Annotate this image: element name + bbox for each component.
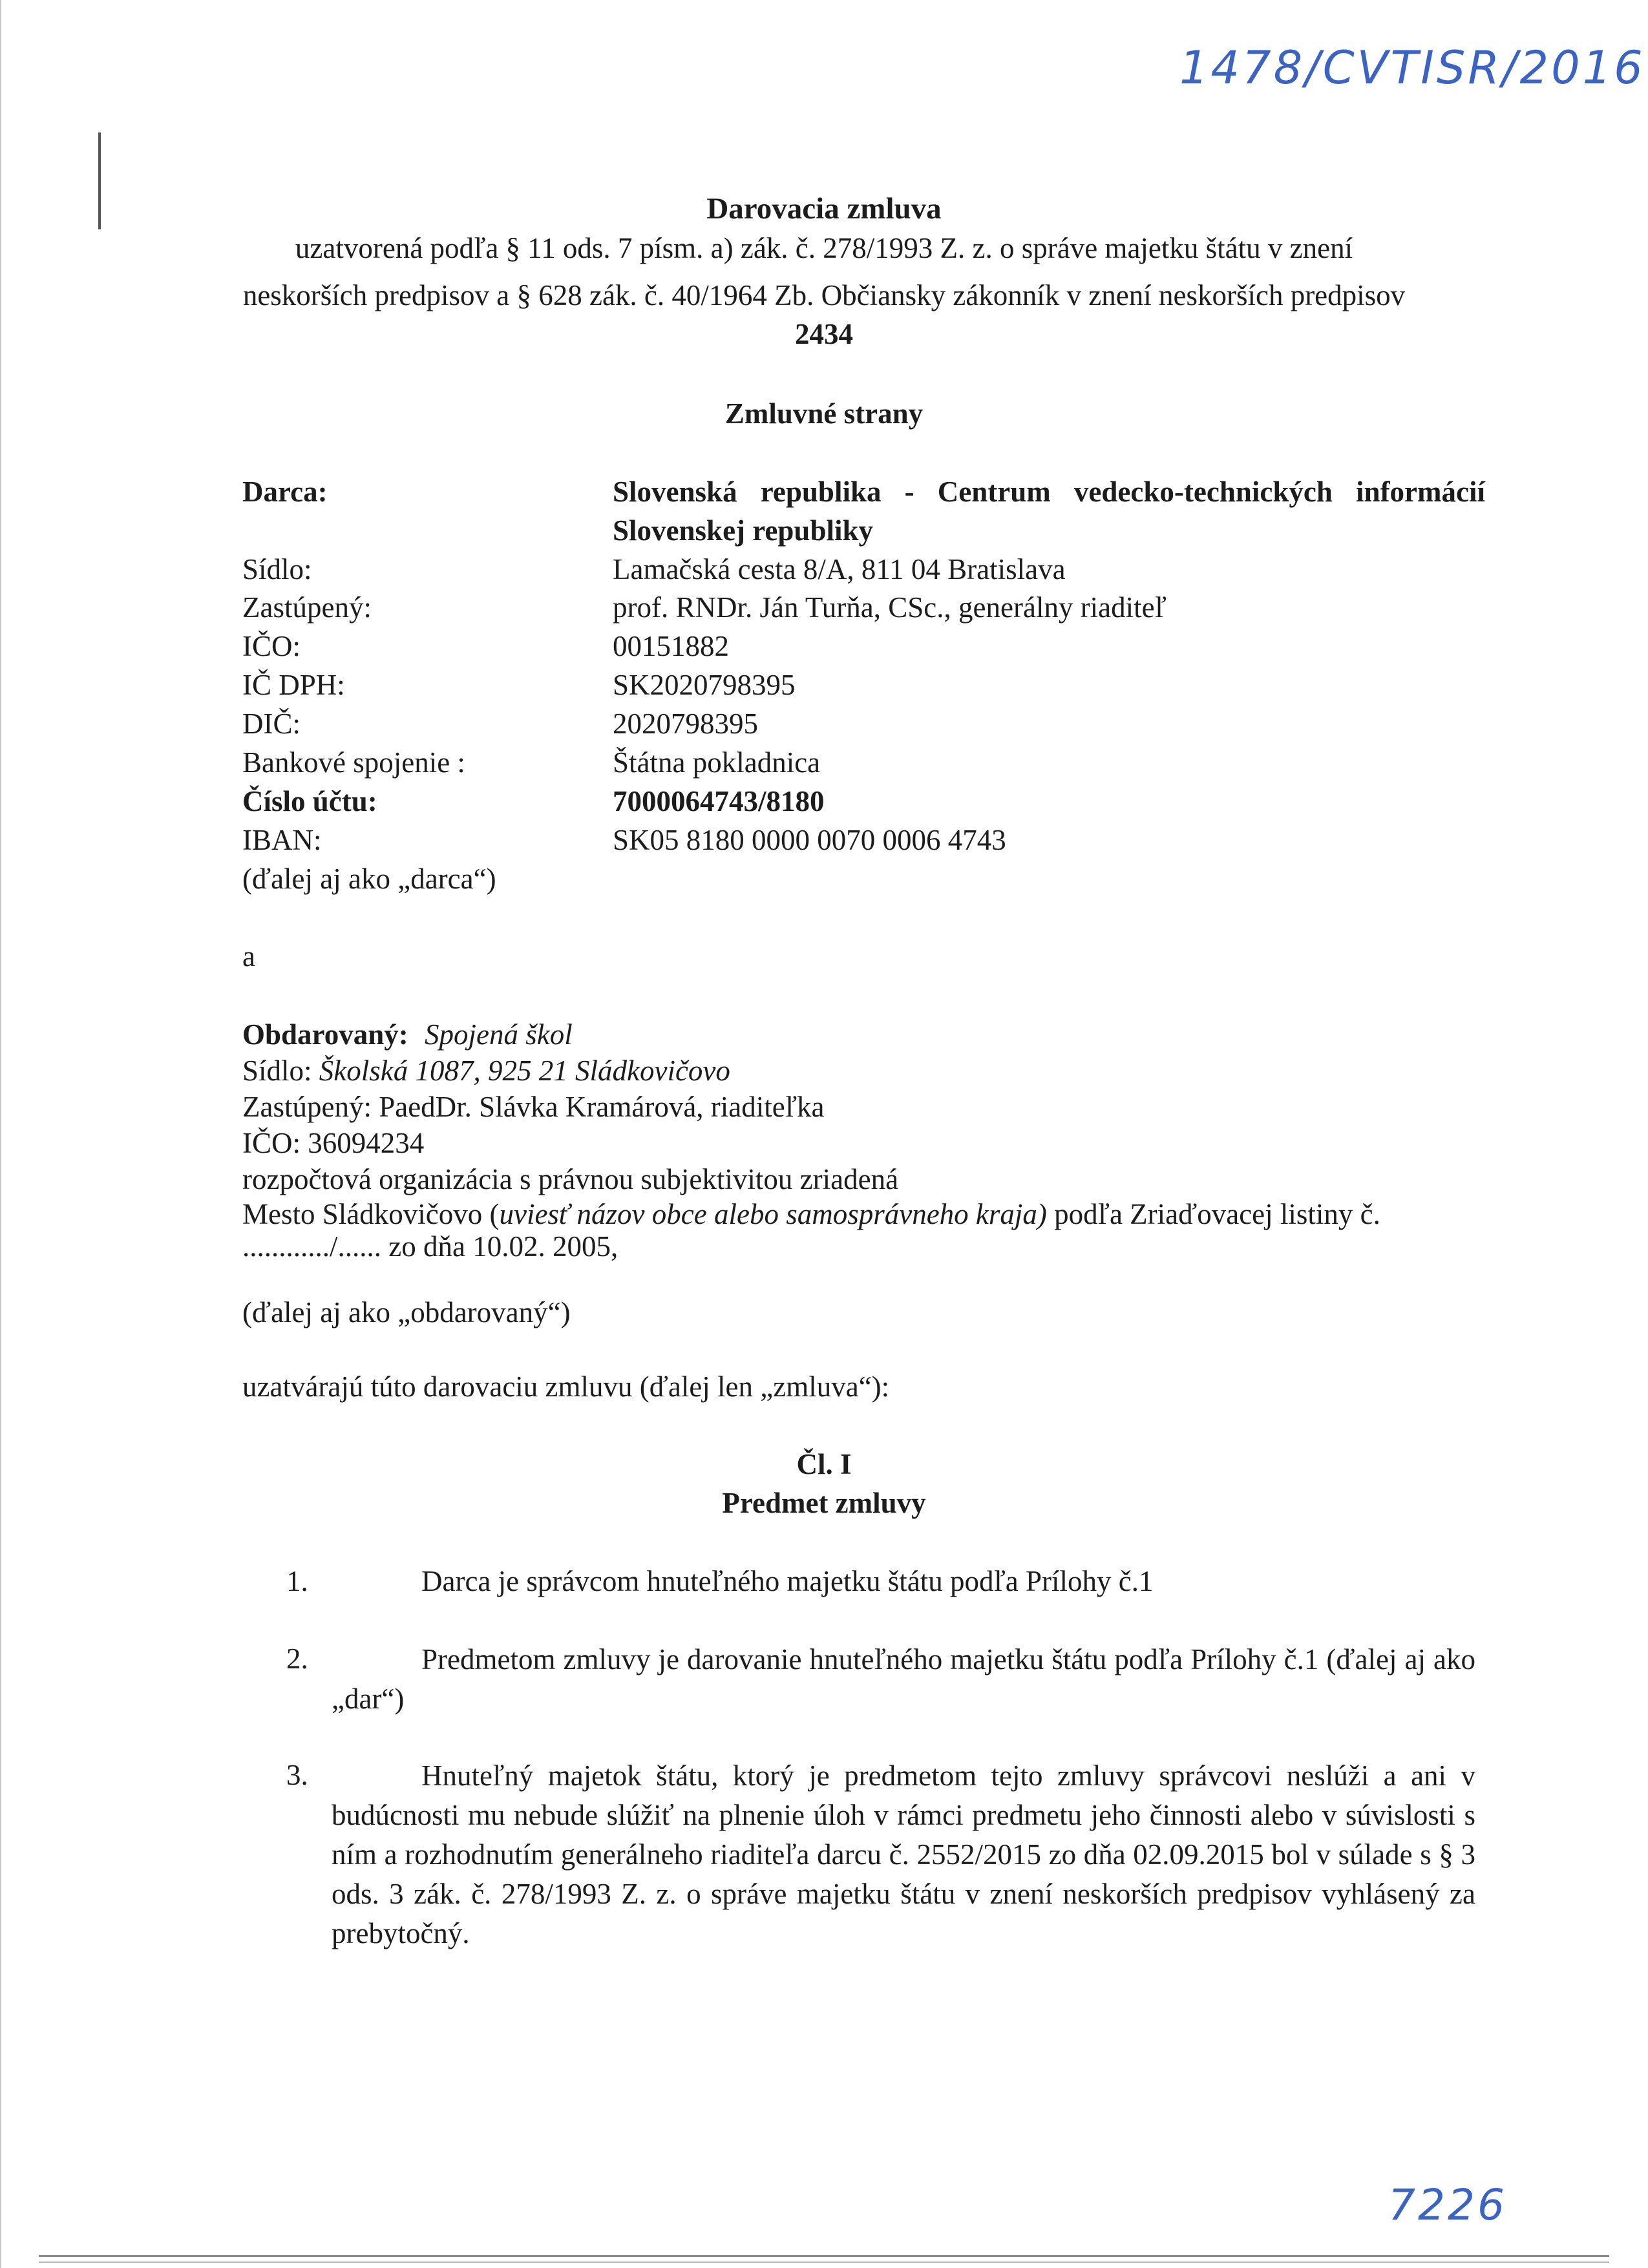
donor-vat-label: IČ DPH: <box>242 669 345 701</box>
donor-account-value: 7000064743/8180 <box>613 785 825 817</box>
donor-alias: (ďalej aj ako „darca“) <box>242 863 496 895</box>
donor-seat-label: Sídlo: <box>242 553 312 585</box>
donee-label: Obdarovaný: <box>242 1018 408 1051</box>
donor-ico-value: 00151882 <box>613 630 729 662</box>
donor-dic-value: 2020798395 <box>613 708 758 740</box>
handwritten-reference: 1478/CVTISR/2016 <box>1179 41 1645 94</box>
donor-label: Darca: <box>242 476 328 508</box>
scan-edge-bottom-2 <box>39 2262 1609 2263</box>
donor-ico-label: IČO: <box>242 630 301 662</box>
donor-seat-value: Lamačská cesta 8/A, 811 04 Bratislava <box>613 553 1066 585</box>
donor-iban-label: IBAN: <box>242 824 322 856</box>
donee-founder-note: uviesť názov obce alebo samosprávneho kraja) <box>499 1198 1047 1230</box>
article-item-3-text: Hnuteľný majetok štátu, ktorý je predmetom tejto zmluvy správcovi neslúži a ani v budúcnosti mu nebude slúžiť na plnenie úloh v rámci predmetu jeho činnosti alebo v súvislosti s ním a rozhodnutím generálneho riaditeľa darcu č. 2552/2015 zo dňa 02.09.2015 bol v súlade s § 3 ods. 3 zák. č. 278/1993 Z. z. o správe majetku štátu v znení neskorších predpisov vyhlásený za prebytočný. <box>332 1759 1475 1949</box>
donor-represented-value: prof. RNDr. Ján Turňa, CSc., generálny riaditeľ <box>613 591 1167 624</box>
article-item-1-text: Darca je správcom hnuteľného majetku štátu podľa Prílohy č.1 <box>421 1565 1154 1597</box>
donor-bank-value: Štátna pokladnica <box>613 746 821 779</box>
donee-founder-suffix: podľa Zriaďovacej listiny č. <box>1046 1198 1380 1230</box>
article-item-2-number: 2. <box>286 1643 308 1675</box>
donee-seat-label: Sídlo: <box>242 1055 312 1087</box>
donee-ico: IČO: 36094234 <box>242 1127 425 1159</box>
document-number: 2434 <box>795 318 853 350</box>
article-title: Predmet zmluvy <box>722 1487 926 1519</box>
concluding-sentence: uzatvárajú túto darovaciu zmluvu (ďalej len „zmluva“): <box>242 1370 890 1403</box>
donee-seat-line <box>242 1052 730 1090</box>
donee-seat-value: Školská 1087, 925 21 Sládkovičovo <box>319 1055 730 1087</box>
donor-iban-value: SK05 8180 0000 0070 0006 4743 <box>613 824 1006 856</box>
article-number: Čl. I <box>796 1448 852 1480</box>
document-title: Darovacia zmluva <box>706 192 942 226</box>
conjunction: a <box>242 940 255 972</box>
donee-org-line: rozpočtová organizácia s právnou subjektivitou zriadená <box>242 1163 899 1195</box>
scan-edge-bottom <box>39 2255 1609 2257</box>
donee-name: Spojená škol <box>424 1018 573 1051</box>
donor-dic-label: DIČ: <box>242 708 301 740</box>
donor-vat-value: SK2020798395 <box>613 669 796 701</box>
handwritten-page-number: 7226 <box>1388 2180 1507 2230</box>
donor-name-line-2: Slovenskej republiky <box>613 514 874 547</box>
document-subtitle-line-1: uzatvorená podľa § 11 ods. 7 písm. a) zák. č. 278/1993 Z. z. o správe majetku štátu v znení <box>295 232 1353 264</box>
document-subtitle-line-2: neskorších predpisov a § 628 zák. č. 40/1964 Zb. Občiansky zákonník v znení neskorších predpisov <box>242 279 1406 311</box>
donee-alias: (ďalej aj ako „obdarovaný“) <box>242 1296 571 1328</box>
article-item-1-number: 1. <box>286 1565 308 1597</box>
donor-account-label: Číslo účtu: <box>242 785 377 817</box>
donor-bank-label: Bankové spojenie : <box>242 746 465 779</box>
parties-heading: Zmluvné strany <box>724 397 924 430</box>
donor-represented-label: Zastúpený: <box>242 591 372 624</box>
donee-deed-line: ............/...... zo dňa 10.02. 2005, <box>242 1230 618 1263</box>
donee-founder-prefix: Mesto Sládkovičovo ( <box>242 1198 500 1230</box>
donee-represented: Zastúpený: PaedDr. Slávka Kramárová, riaditeľka <box>242 1091 825 1123</box>
donee-name-line <box>242 1016 573 1054</box>
donor-name-line-1: Slovenská republika - Centrum vedecko-technických informácií <box>613 476 1485 508</box>
article-item-3-number: 3. <box>286 1759 308 1791</box>
article-item-2-text: Predmetom zmluvy je darovanie hnuteľného majetku štátu podľa Prílohy č.1 (ďalej aj ako „dar“) <box>332 1643 1475 1715</box>
